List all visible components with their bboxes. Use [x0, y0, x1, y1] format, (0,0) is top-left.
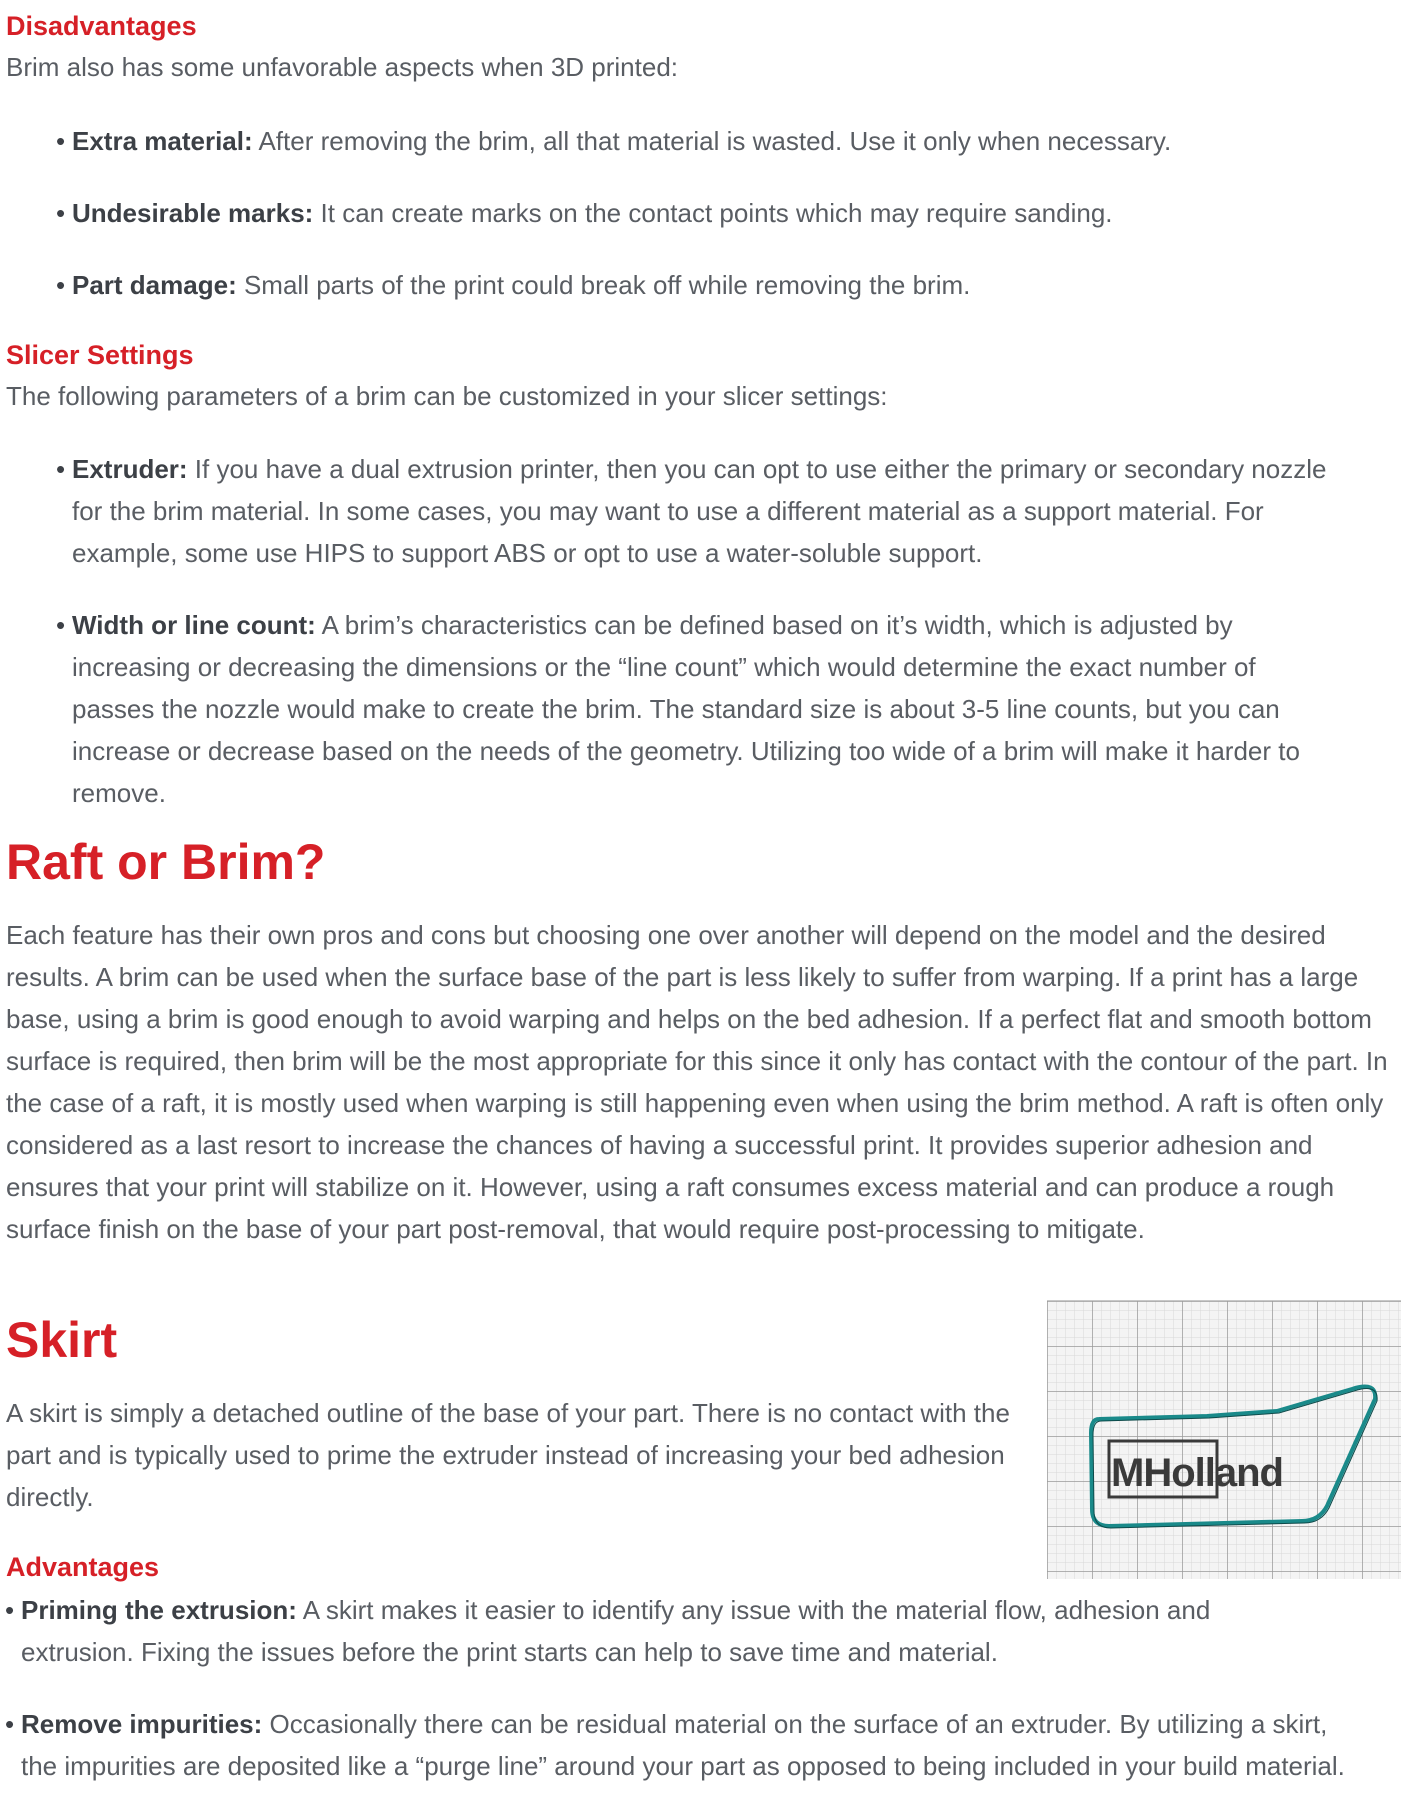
list-item-text: If you have a dual extrusion printer, then you can opt to use either the primary or secondary nozzle for the brim material. In some cases, you may want to use a different material as a support material. For example, some use HIPS to support ABS or opt to use a water-soluble support.	[72, 454, 1327, 568]
bullet-icon: •	[56, 610, 66, 640]
list-item-title: Extruder:	[72, 454, 188, 484]
bullet-icon: •	[56, 198, 66, 228]
list-item-text: After removing the brim, all that material is wasted. Use it only when necessary.	[252, 126, 1172, 156]
bullet-icon: •	[56, 270, 66, 300]
skirt-illustration	[1047, 1301, 1401, 1579]
list-item	[5, 1589, 1251, 1673]
list-item-text: It can create marks on the contact points which may require sanding.	[313, 198, 1113, 228]
list-item-title: Part damage:	[72, 270, 237, 300]
list-item	[56, 192, 1401, 234]
list-item-text: A brim’s characteristics can be defined based on it’s width, which is adjusted by increasing or decreasing the dimensions or the “line count” which would determine the exact number of passes the nozzle would make to create the brim. The standard size is about 3-5 line counts, but you can increase or decrease based on the needs of the geometry. Utilizing too wide of a brim will make it harder to remove.	[72, 610, 1300, 808]
list-item-text: Occasionally there can be residual material on the surface of an extruder. By utilizing a skirt, the impurities are deposited like a “purge line” around your part as opposed to being included in your build material.	[21, 1709, 1345, 1781]
list-item-title: Width or line count:	[72, 610, 316, 640]
logo-text: MHolland	[1111, 1451, 1283, 1495]
list-item-title: Remove impurities:	[21, 1709, 263, 1739]
skirt-heading: Skirt	[6, 1312, 118, 1368]
bullet-icon: •	[5, 1595, 15, 1625]
raft-or-brim-body: Each feature has their own pros and cons but choosing one over another will depend on the model and the desired results. A brim can be used when the surface base of the part is less likely to suffer from warping. If a print has a large base, using a brim is good enough to avoid warping and helps on the bed adhesion. If a perfect flat and smooth bottom surface is required, then brim will be the most appropriate for this since it only has contact with the contour of the part. In the case of a raft, it is mostly used when warping is still happening even when using the brim method. A raft is often only considered as a last resort to increase the chances of having a successful print. It provides superior adhesion and ensures that your print will stabilize on it. However, using a raft consumes excess material and can produce a rough surface finish on the base of your part post-removal, that would require post-processing to mitigate.	[6, 920, 1388, 1244]
list-item	[5, 1703, 1361, 1787]
list-item-title: Extra material:	[72, 126, 253, 156]
slicer-list	[6, 448, 1336, 814]
grid-lines	[1047, 1301, 1401, 1579]
list-item	[56, 448, 1336, 574]
list-item-text: A skirt makes it easier to identify any issue with the material flow, adhesion and extrusion. Fixing the issues before the print starts can help to save time and material.	[21, 1595, 1211, 1667]
bullet-icon: •	[56, 126, 66, 156]
disadvantages-list	[6, 120, 1401, 306]
list-item-title: Undesirable marks:	[72, 198, 314, 228]
advantages-list	[6, 1589, 1401, 1787]
list-item-title: Priming the extrusion:	[21, 1595, 297, 1625]
bullet-icon: •	[56, 454, 66, 484]
skirt-figure	[1047, 1300, 1401, 1579]
advantages-heading: Advantages	[6, 1552, 160, 1582]
disadvantages-heading: Disadvantages	[6, 11, 197, 41]
raft-or-brim-heading: Raft or Brim?	[6, 834, 326, 890]
slicer-intro: The following parameters of a brim can be customized in your slicer settings:	[6, 381, 888, 411]
list-item	[56, 264, 1401, 306]
slicer-heading: Slicer Settings	[6, 340, 194, 370]
skirt-body: A skirt is simply a detached outline of the base of your part. There is no contact with the part and is typically used to prime the extruder instead of increasing your bed adhesion directly.	[6, 1398, 1010, 1512]
disadvantages-intro: Brim also has some unfavorable aspects when 3D printed:	[6, 52, 679, 82]
bullet-icon: •	[5, 1709, 15, 1739]
list-item	[56, 604, 1336, 814]
slicer-section	[6, 335, 1401, 417]
disadvantages-section	[6, 6, 1401, 88]
list-item	[56, 120, 1401, 162]
list-item-text: Small parts of the print could break off while removing the brim.	[236, 270, 971, 300]
